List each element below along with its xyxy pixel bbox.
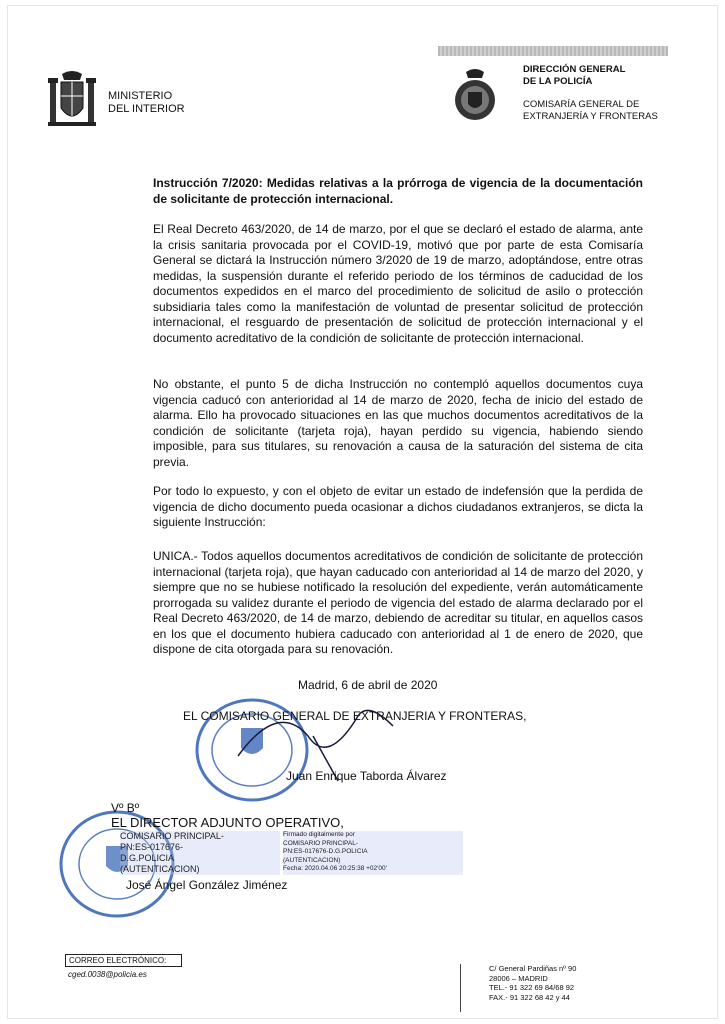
signature-date: Madrid, 6 de abril de 2020 (298, 678, 438, 692)
directorate-line-2: DE LA POLICÍA (523, 75, 593, 87)
digital-signature-name (120, 831, 280, 875)
commissariat-line-1: COMISARÍA GENERAL DE (523, 99, 640, 110)
digital-right-line-4: (AUTENTICACION) (283, 856, 341, 864)
document-page (8, 6, 717, 1018)
ministry-line-2: DEL INTERIOR (108, 103, 185, 115)
digital-left-line-4: (AUTENTICACION) (120, 864, 200, 874)
postal-address (489, 964, 576, 1002)
digital-right-line-3: PN:ES-017676-D.G.POLICIA (283, 848, 368, 855)
director-name: José Ángel González Jiménez (126, 878, 288, 892)
address-line-2: 28006 – MADRID (489, 973, 548, 983)
paragraph-3: Por todo lo expuesto, y con el objeto de evitar un estado de indefensión que la perdida de vigencia de dicho documento pueda ocasionar a dichos ciudadanos extranjeros, se dicta la siguiente Instrucción: (153, 484, 643, 529)
email-label: CORREO ELECTRÓNICO: (65, 954, 182, 967)
instruction-title: Instrucción 7/2020: Medidas relativas a la prórroga de vigencia de la documentación de solicitante de protección internacional. (153, 176, 643, 206)
digital-right-line-1: Firmado digitalmente por (283, 831, 355, 838)
visto-bueno: Vº Bº (111, 801, 140, 815)
digital-left-line-1: COMISARIO PRINCIPAL- (120, 831, 224, 841)
ministry-line-1: MINISTERIO (108, 90, 173, 102)
spain-coat-of-arms-icon (46, 68, 98, 132)
commissariat-line-2: EXTRANJERÍA Y FRONTERAS (523, 110, 658, 122)
signer-title: EL COMISARIO GENERAL DE EXTRANJERIA Y FRONTERAS, (183, 709, 527, 723)
paragraph-1: El Real Decreto 463/2020, de 14 de marzo, por el que se declaró el estado de alarma, ante la crisis sanitaria provocada por el COVID-19, motivó que por parte de esta Comisaría General se dictará la Instrucción número 3/2020 de 19 de marzo, adoptándose, entre otras medidas, la suspensión durante el referido periodo de los términos de caducidad de los documentos expedidos en el marco del procedimiento de solicitud de asilo o protección subsidiaria tales como la manifestación de voluntad de presentar solicitud de protección internacional, el resguardo de presentación de solicitud de protección internacional y el documento acreditativo de la condición de solicitante de protección internacional. (153, 222, 643, 345)
address-line-3: TEL.- 91 322 69 84/68 92 (489, 983, 575, 993)
digital-left-line-2: PN:ES-017676- (120, 842, 184, 852)
directorate-block (523, 64, 658, 122)
ministry-name (108, 90, 185, 116)
address-line-1: C/ General Pardiñas nº 90 (489, 964, 577, 973)
email-address[interactable]: cged.0038@policia.es (68, 970, 147, 979)
address-line-4: FAX.- 91 322 68 42 y 44 (489, 992, 570, 1002)
digital-signature-details (283, 831, 463, 875)
directorate-line-1: DIRECCIÓN GENERAL (523, 64, 626, 75)
scan-header-bar (438, 46, 668, 56)
address-divider (460, 964, 461, 1012)
digital-right-line-2: COMISARIO PRINCIPAL- (283, 839, 359, 847)
director-title: EL DIRECTOR ADJUNTO OPERATIVO, (111, 815, 344, 830)
signer-name: Juan Enrique Taborda Álvarez (286, 769, 447, 783)
digital-left-line-3: D.G.POLICIA (120, 853, 175, 863)
digital-right-line-5: Fecha: 2020.04.06 20:25:38 +02'00' (283, 865, 387, 872)
paragraph-unica: UNICA.- Todos aquellos documentos acreditativos de condición de solicitante de protección internacional (tarjeta roja), que hayan caducado con anterioridad al 14 de marzo del 2020, y siempre que no se hubiese notificado la resolución del expediente, verán automáticamente prorrogada su validez durante el periodo de vigencia del estado de alarma declarado por el Real Decreto 463/2020, de 14 de marzo, debiendo de acreditar su titular, en aquellos casos en los que el documento hubiera caducado con anterioridad al 1 de enero de 2020, que dispone de cita otorgada para su renovación. (153, 549, 643, 656)
police-emblem-icon (452, 68, 498, 124)
paragraph-2: No obstante, el punto 5 de dicha Instrucción no contempló aquellos documentos cuya vigencia caducó con anterioridad al 14 de marzo de 2020, fecha de inicio del estado de alarma. Ello ha provocado situaciones en las que muchos documentos acreditativos de la condición de solicitante (tarjeta roja), hayan perdido su vigencia, habiendo siendo imposible, para sus titulares, su renovación a causa de la saturación del sistema de cita previa. (153, 377, 643, 469)
